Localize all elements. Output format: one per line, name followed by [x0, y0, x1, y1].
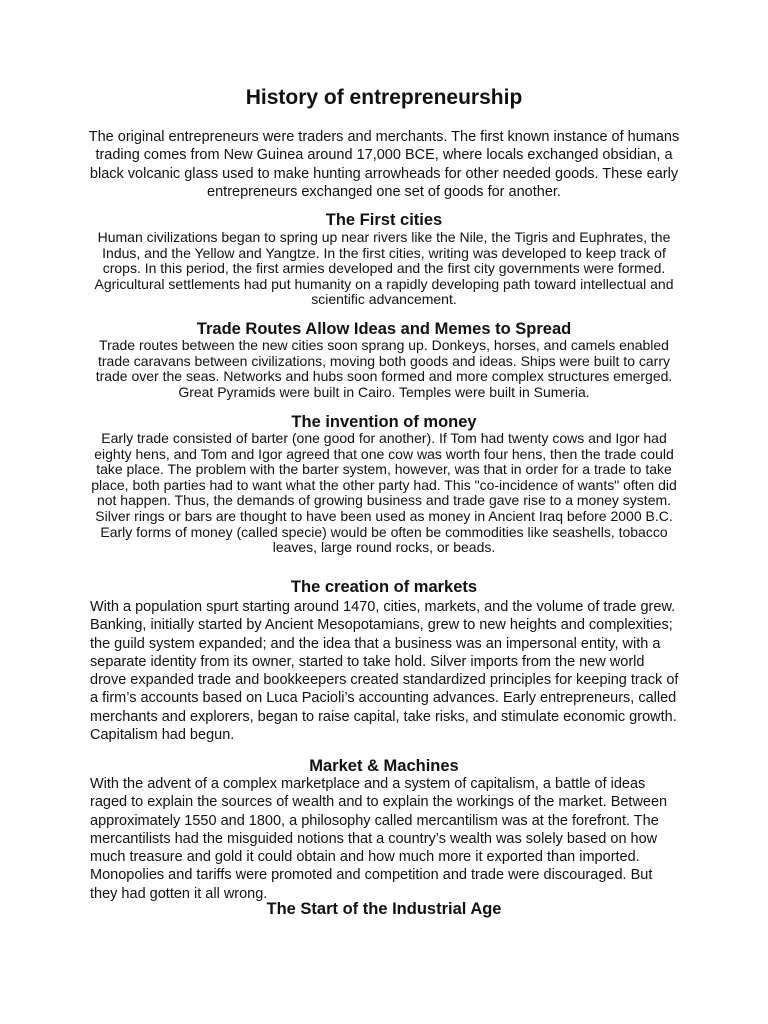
section-heading-invention-of-money: The invention of money: [291, 413, 477, 431]
document-title: History of entrepreneurship: [245, 86, 523, 109]
section-heading-creation-of-markets: The creation of markets: [290, 578, 478, 596]
intro-paragraph: The original entrepreneurs were traders and merchants. The first known instance of humans trading comes from New Guinea around 17,000 BCE, where locals exchanged obsidian, a black volcanic glass used to make hunting arrowheads for other needed goods. These early entrepreneurs exchanged one set of goods for another.: [88, 129, 680, 200]
section-body-invention-of-money: Early trade consisted of barter (one good for another). If Tom had twenty cows and Igor had eighty hens, and Tom and Igor agreed that one cow was worth four hens, then the trade could take place. The problem with the barter system, however, was that in order for a trade to take place, both parties had to want what the other party had. This "co-incidence of wants" often did not happen. Thus, the demands of growing business and trade gave rise to a money system. Silver rings or bars are thought to have been used as money in Ancient Iraq before 2000 B.C. Early forms of money (called specie) would be often be commodities like seashells, tobacco leaves, large round rocks, or beads.: [91, 430, 677, 556]
section-body-first-cities: Human civilizations began to spring up near rivers like the Nile, the Tigris and Euphrates, the Indus, and the Yellow and Yangtze. In the first cities, writing was developed to keep track of crops. In this period, the first armies developed and the first city governments were formed. Agricultural settlements had put humanity on a rapidly developing path toward intellectual and scientific advancement.: [94, 229, 674, 308]
section-heading-trade-routes: Trade Routes Allow Ideas and Memes to Spread: [196, 320, 572, 338]
section-heading-market-machines: Market & Machines: [309, 757, 459, 775]
section-body-creation-of-markets: With a population spurt starting around 1470, cities, markets, and the volume of trade grew. Banking, initially started by Ancient Mesopotamians, grew to new heights and complexities; the guild system expanded; and the idea that a business was an impersonal entity, with a separate identity from its owner, started to take hold. Silver imports from the new world drove expanded trade and bookkeepers created standardized principles for keeping track of a firm’s accounts based on Luca Pacioli’s accounting advances. Early entrepreneurs, called merchants and explorers, began to raise capital, take risks, and stimulate economic growth. Capitalism had begun.: [90, 599, 679, 744]
section-heading-first-cities: The First cities: [325, 211, 443, 229]
section-body-trade-routes: Trade routes between the new cities soon sprang up. Donkeys, horses, and camels enabled trade caravans between civilizations, moving both goods and ideas. Ships were built to carry trade over the seas. Networks and hubs soon formed and more complex structures emerged. Great Pyramids were built in Cairo. Temples were built in Sumeria.: [95, 337, 673, 400]
section-body-market-machines: With the advent of a complex marketplace and a system of capitalism, a battle of ideas raged to explain the sources of wealth and to explain the workings of the market. Between approximately 1550 and 1800, a philosophy called mercantilism was at the forefront. The mercantilists had the misguided notions that a country’s wealth was solely based on how much treasure and gold it could obtain and how much more it exported than imported. Monopolies and tariffs were promoted and competition and trade were discouraged. But they had gotten it all wrong.: [90, 776, 668, 902]
section-heading-industrial-age: The Start of the Industrial Age: [266, 900, 502, 918]
